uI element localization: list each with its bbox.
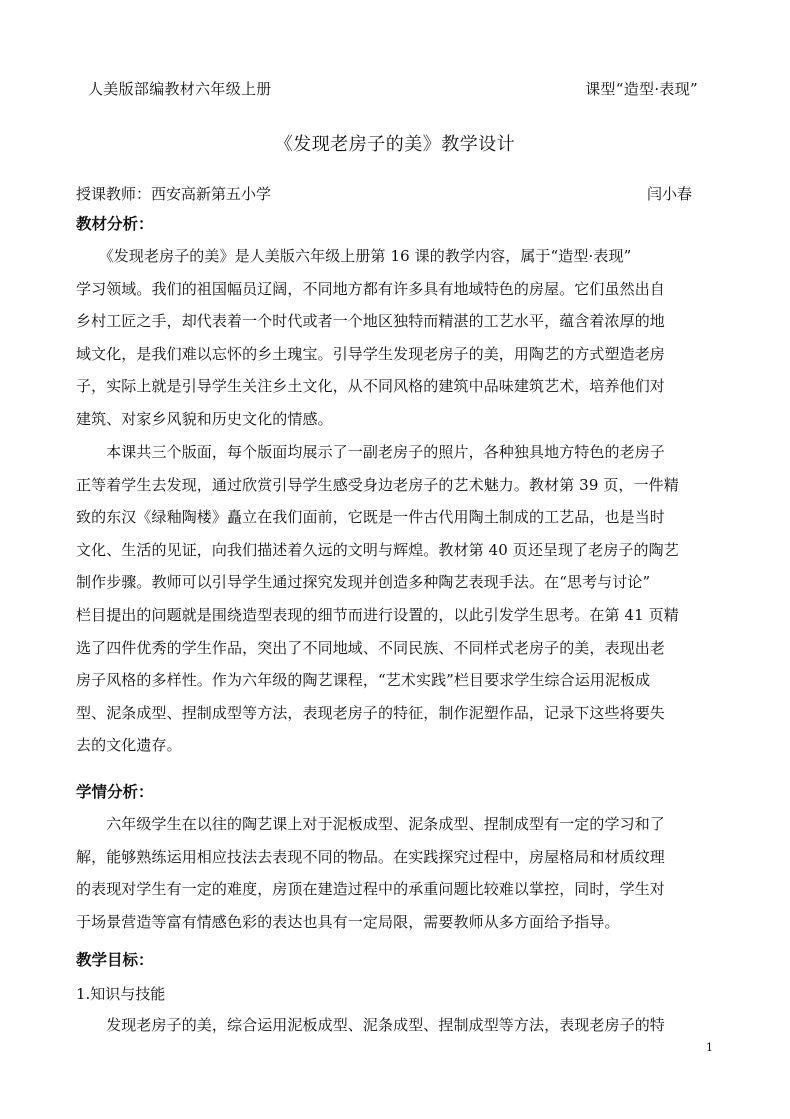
teacher-name: 闫小春 <box>646 185 692 203</box>
paragraph-line: 本课共三个版面，每个版面均展示了一副老房子的照片，各种独具地方特色的老房子 <box>76 443 665 461</box>
paragraph-line: 型、泥条成型、捏制成型等方法，表现老房子的特征，制作泥塑作品，记录下这些将要失 <box>76 703 665 722</box>
paragraph-line: 乡村工匠之手，却代表着一个时代或者一个地区独特而精湛的工艺水平，蕴含着浓厚的地 <box>76 312 665 331</box>
paragraph-line: 选了四件优秀的学生作品，突出了不同地域、不同民族、不同样式老房子的美，表现出老 <box>76 638 665 657</box>
paragraph-line: 去的文化遗存。 <box>76 736 182 755</box>
teacher-school: 授课教师：西安高新第五小学 <box>76 185 272 203</box>
teaching-goals-heading: 教学目标： <box>76 950 154 969</box>
paragraph-line: 六年级学生在以往的陶艺课上对于泥板成型、泥条成型、捏制成型有一定的学习和了 <box>76 815 665 833</box>
paragraph-line: 制作步骤。教师可以引导学生通过探究发现并创造多种陶艺表现手法。在“思考与讨论” <box>76 573 651 592</box>
paragraph-line: 子，实际上就是引导学生关注乡土文化，从不同风格的建筑中品味建筑艺术，培养他们对 <box>76 377 665 396</box>
paragraph-line: 域文化，是我们难以忘怀的乡土瑰宝。引导学生发现老房子的美，用陶艺的方式塑造老房 <box>76 344 665 363</box>
header-lesson-type: 课型“造型·表现” <box>585 80 698 98</box>
page-number: 1 <box>706 1041 713 1054</box>
paragraph-line: 解，能够熟练运用相应技法去表现不同的物品。在实践探究过程中，房屋格局和材质纹理 <box>76 847 665 866</box>
material-analysis-paragraph-1 <box>76 240 714 436</box>
paragraph-line: 学习领域。我们的祖国幅员辽阔，不同地方都有许多具有地域特色的房屋。它们虽然出自 <box>76 279 665 298</box>
paragraph-line: 文化、生活的见证，向我们描述着久远的文明与辉煌。教材第 40 页还呈现了老房子的陶艺 <box>76 540 679 559</box>
teacher-info-row <box>76 183 692 204</box>
goal-knowledge-skills-heading: 1.知识与技能 <box>76 985 166 1003</box>
paragraph-line: 的表现对学生有一定的难度，房顶在建造过程中的承重问题比较难以掌控，同时，学生对 <box>76 880 665 899</box>
document-title: 《发现老房子的美》教学设计 <box>274 134 516 155</box>
material-analysis-heading: 教材分析： <box>76 214 154 233</box>
paragraph-line: 致的东汉《绿釉陶楼》矗立在我们面前，它既是一件古代用陶土制成的工艺品，也是当时 <box>76 508 665 527</box>
student-analysis-heading: 学情分析： <box>76 782 154 801</box>
goal-knowledge-skills-paragraph <box>76 1009 714 1042</box>
paragraph-line: 建筑、对家乡风貌和历史文化的情感。 <box>76 409 333 428</box>
paragraph-line: 正等着学生去发现，通过欣赏引导学生感受身边老房子的艺术魅力。教材第 39 页，一件精 <box>76 475 679 494</box>
header-textbook-edition: 人美版部编教材六年级上册 <box>88 80 272 98</box>
material-analysis-paragraph-2 <box>76 436 714 762</box>
paragraph-line: 发现老房子的美，综合运用泥板成型、泥条成型、捏制成型等方法，表现老房子的特 <box>76 1016 665 1034</box>
paragraph-line: 栏目提出的问题就是围绕造型表现的细节而进行设置的，以此引发学生思考。在第 41 页精 <box>76 605 679 624</box>
student-analysis-paragraph <box>76 808 714 938</box>
paragraph-line: 房子风格的多样性。作为六年级的陶艺课程，“艺术实践”栏目要求学生综合运用泥板成 <box>76 671 651 690</box>
paragraph-line: 《发现老房子的美》是人美版六年级上册第 16 课的教学内容，属于“造型·表现” <box>76 247 632 265</box>
paragraph-line: 于场景营造等富有情感色彩的表达也具有一定局限，需要教师从多方面给予指导。 <box>76 912 620 931</box>
